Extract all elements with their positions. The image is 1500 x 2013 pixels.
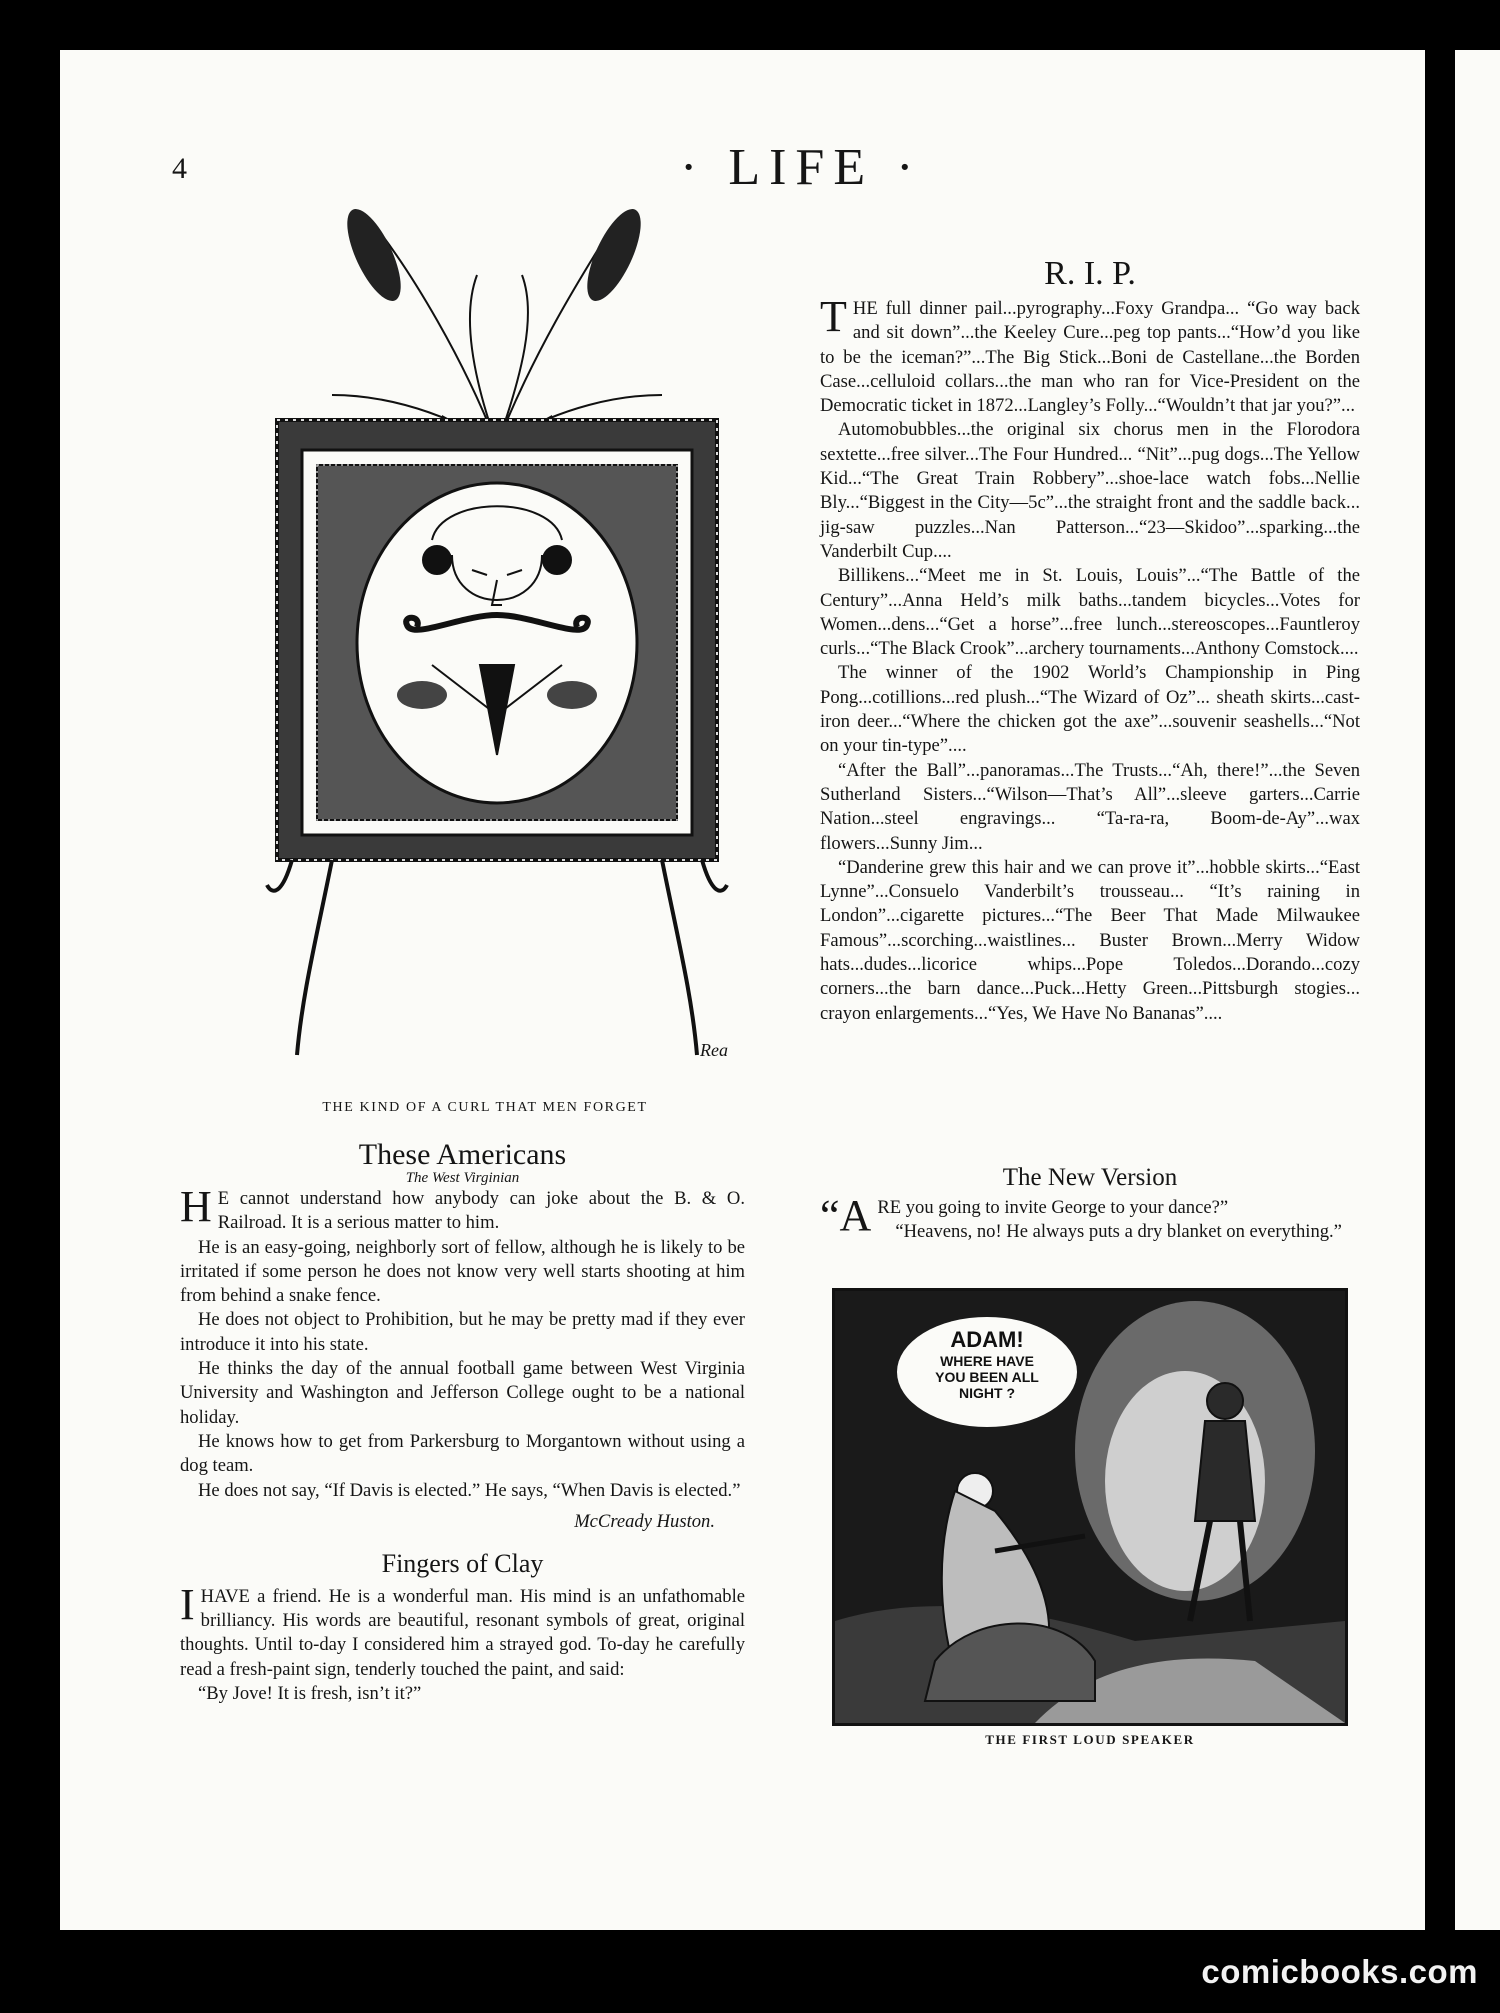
paragraph: He thinks the day of the annual football game between West Virginia University and Washington and Jefferson College ought to be a national holiday. [180,1358,745,1428]
next-page-edge [1455,50,1500,1930]
page-number: 4 [172,152,187,185]
speech-line: ADAM! [950,1327,1024,1352]
illustrator-signature: Rea [700,1040,728,1060]
paragraph: IHAVE a friend. He is a wonderful man. His mind is an unfathomable brilliancy. His words are beautiful, resonant symbols of great, original thoughts. Until to-day I considered him a strayed god. To-day he carefully read a fresh-paint sign, tenderly touched the paint, and said: [180,1579,745,1680]
article-title: The New Version [1002,1164,1178,1191]
speech-bubble [897,1317,1077,1427]
drop-cap: H [180,1182,212,1231]
drop-cap: I [180,1579,195,1629]
site-watermark: comicbooks.com [1201,1953,1478,1990]
paragraph: He does not say, “If Davis is elected.” He says, “When Davis is elected.” [198,1479,741,1501]
paragraph: H E cannot understand how anybody can joke about the B. & O. Railroad. It is a serious matter to him. [180,1182,745,1234]
article-subtitle: The West Virginian [405,1170,520,1186]
masthead: · LIFE · [680,139,923,196]
paragraph: “ARE you going to invite George to your dance?” [820,1191,1229,1240]
illustration-caption: THE KIND OF A CURL THAT MEN FORGET [322,1100,648,1115]
article-new-version [820,1164,1360,1245]
paragraph: “By Jove! It is fresh, isn’t it?” [198,1683,422,1705]
speech-line: YOU BEEN ALL [935,1369,1039,1385]
portrait-drawing [262,195,732,1095]
paragraph: He is an easy-going, neighborly sort of fellow, although he is likely to be irritated if some person he does not know very well starts shooting at him from behind a snake fence. [180,1236,745,1307]
paragraph: The winner of the 1902 World’s Championship in Ping Pong...cotillions...red plush...“The Wizard of Oz”... sheath skirts...cast-iron deer...“Where the chicken got the axe”...souvenir seashells...“Not on your tin-type”.... [820,662,1360,757]
article-title: These Americans [358,1138,567,1171]
drop-cap: “A [820,1191,872,1240]
paragraph: “After the Ball”...panoramas...The Trusts...“Ah, there!”...the Seven Sutherland Sisters...“Wilson—That’s All”...sleeve garters...Carrie Nation...steel engravings... “Ta-ra-ra, Boom-de-Ay”...wax flowers...Sunny Jim... [820,759,1360,854]
drop-cap: T [820,292,847,341]
article-rip [820,255,1360,1026]
speech-line: WHERE HAVE [940,1353,1034,1369]
author-signature: McCready Huston. [574,1510,715,1532]
article-title: Fingers of Clay [381,1548,544,1578]
paragraph: THE full dinner pail...pyrography...Foxy Grandpa... “Go way back and sit down”...the Keeley Cure...peg top pants...“How’d you like to be the iceman?”...The Big Stick...Boni de Castellane...the Borden Case...celluloid collars...the man who ran for Vice-President on the Democratic ticket in 1872...Langley’s Folly...“Wouldn’t that jar you?”... [820,292,1360,417]
paragraph: He knows how to get from Parkersburg to Morgantown without using a dog team. [180,1430,745,1477]
article-title: R. I. P. [1044,255,1136,292]
paragraph: “Heavens, no! He always puts a dry blanket on everything.” [895,1221,1342,1243]
paragraph: Billikens...“Meet me in St. Louis, Louis”...“The Battle of the Century”...Anna Held’s milk baths...tandem bicycles...Votes for Women...dens...“Get a horse”...free lunch...stereoscopes...Fauntleroy curls...“The Black Crook”...archery tournaments...Anthony Comstock.... [820,565,1360,660]
cartoon-panel [832,1288,1348,1726]
paragraph: “Danderine grew this hair and we can prove it”...hobble skirts...“East Lynne”...Consuelo Vanderbilt’s trousseau... “It’s raining in London”...cigarette pictures...“The Beer That Made Milwaukee Famous”...scorching...waistlines... Buster Brown...Merry Widow hats...dudes...licorice whips...Pope Toledos...Dorando...cozy corners...the barn dance...Puck...Hetty Green...Pittsburgh stogies... crayon enlargements...“Yes, We Have No Bananas”.... [820,856,1360,1024]
framed-portrait-illustration [262,195,732,1095]
article-these-americans [180,1138,745,1706]
cartoon-caption: THE FIRST LOUD SPEAKER [985,1732,1195,1747]
paragraph: He does not object to Prohibition, but he may be pretty mad if they ever introduce it into his state. [180,1309,745,1355]
speech-line: NIGHT ? [959,1385,1015,1401]
paragraph: Automobubbles...the original six chorus men in the Florodora sextette...free silver...The Four Hundred... “Nit”...pug dogs...The Yellow Kid...“The Great Train Robbery”...shoe-lace watch fobs...Nellie Bly...“Biggest in the City—5c”...the straight front and the saddle back... jig-saw puzzles...Nan Patterson...“23—Skidoo”...sparking...the Vanderbilt Cup.... [820,419,1360,562]
